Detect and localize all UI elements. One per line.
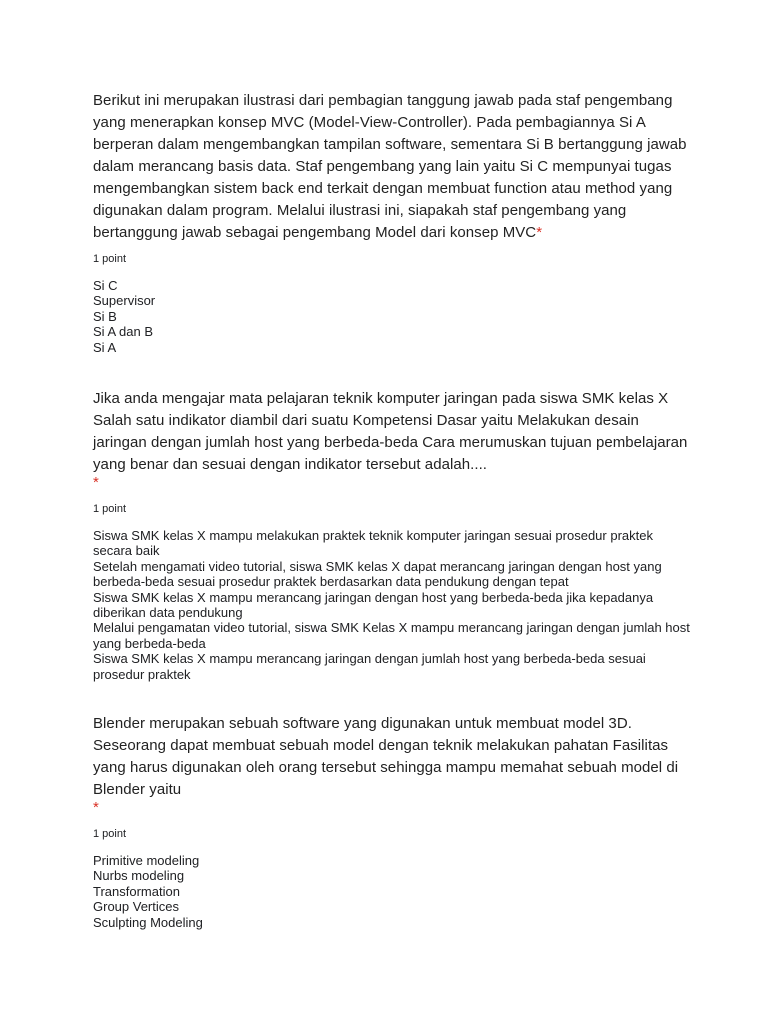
option[interactable]: Sculpting Modeling bbox=[93, 914, 203, 930]
option[interactable]: Siswa SMK kelas X mampu merancang jaringan dengan jumlah host yang berbeda-beda sesuai prosedur praktek bbox=[93, 651, 646, 682]
question-1-options bbox=[93, 278, 693, 355]
question-3 bbox=[93, 713, 693, 930]
option[interactable]: Group Vertices bbox=[93, 899, 179, 915]
required-marker: * bbox=[93, 799, 99, 816]
question-2-options bbox=[93, 528, 693, 682]
question-3-options bbox=[93, 853, 693, 930]
option[interactable]: Melalui pengamatan video tutorial, siswa SMK Kelas X mampu merancang jaringan dengan jumlah host yang berbeda-beda bbox=[93, 620, 690, 651]
required-marker: * bbox=[536, 224, 543, 241]
question-2-text: Jika anda mengajar mata pelajaran teknik komputer jaringan pada siswa SMK kelas X Salah satu indikator diambil dari suatu Kompetensi Dasar yaitu Melakukan desain jaringan dengan jumlah host yang berbeda-beda Cara merumuskan tujuan pembelajaran yang benar dan sesuai dengan indikator tersebut adalah.... bbox=[93, 390, 688, 473]
option[interactable]: Supervisor bbox=[93, 293, 156, 309]
question-2 bbox=[93, 388, 693, 682]
option[interactable]: Si C bbox=[93, 278, 118, 293]
question-3-points: 1 point bbox=[93, 828, 127, 840]
option[interactable]: Siswa SMK kelas X mampu melakukan praktek teknik komputer jaringan sesuai prosedur praktek secara baik bbox=[93, 528, 653, 559]
option[interactable]: Setelah mengamati video tutorial, siswa SMK kelas X dapat merancang jaringan dengan host yang berbeda-beda sesuai prosedur praktek berdasarkan data pendukung dengan tepat bbox=[93, 558, 662, 590]
option[interactable]: Si B bbox=[93, 308, 117, 324]
question-1 bbox=[93, 90, 693, 355]
question-1-text: Berikut ini merupakan ilustrasi dari pembagian tanggung jawab pada staf pengembang yang menerapkan konsep MVC (Model-View-Controller). Pada pembagiannya Si A berperan dalam mengembangkan tampilan software, sementara Si B bertanggung jawab dalam merancang basis data. Staf pengembang yang lain yaitu Si C mempunyai tugas mengembangkan sistem back end terkait dengan membuat function atau method yang digunakan dalam program. Melalui ilustrasi ini, siapakah staf pengembang yang bertanggung jawab sebagai pengembang Model dari konsep MVC* bbox=[93, 92, 687, 241]
option[interactable]: Siswa SMK kelas X mampu merancang jaringan dengan host yang berbeda-beda jika kepadanya diberikan data pendukung bbox=[93, 589, 654, 621]
option[interactable]: Primitive modeling bbox=[93, 853, 200, 868]
question-2-points: 1 point bbox=[93, 503, 127, 515]
option[interactable]: Nurbs modeling bbox=[93, 868, 185, 884]
option[interactable]: Si A bbox=[93, 339, 117, 355]
question-1-points: 1 point bbox=[93, 253, 127, 265]
option[interactable]: Transformation bbox=[93, 883, 180, 899]
required-marker: * bbox=[93, 474, 99, 491]
option[interactable]: Si A dan B bbox=[93, 324, 153, 340]
question-3-text: Blender merupakan sebuah software yang digunakan untuk membuat model 3D. Seseorang dapat membuat sebuah model dengan teknik melakukan pahatan Fasilitas yang harus digunakan oleh orang tersebut sehingga mampu memahat sebuah model di Blender yaitu bbox=[93, 715, 679, 798]
